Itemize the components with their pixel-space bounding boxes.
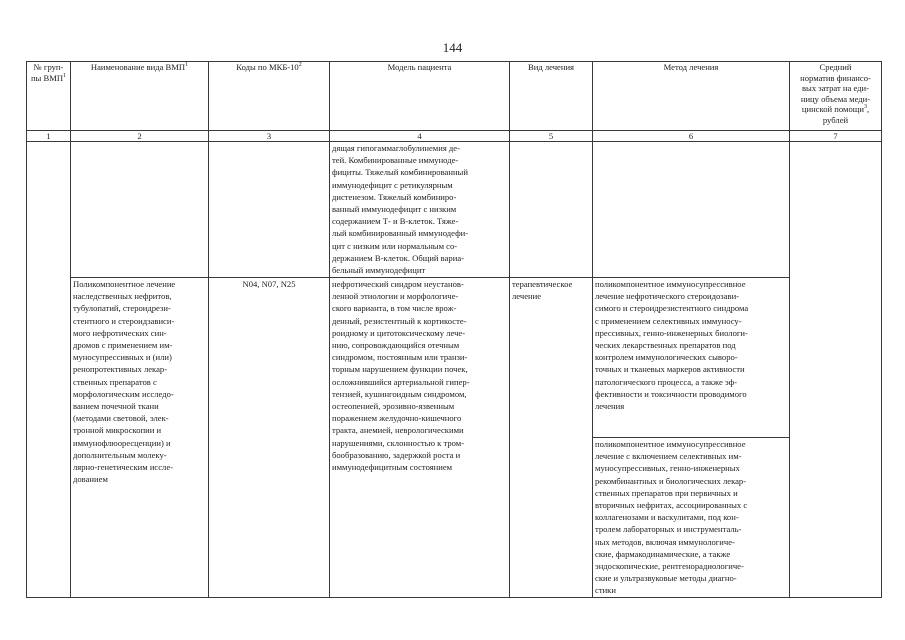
treatment-method-cell <box>593 142 790 278</box>
header-average-cost: Средний норматив финансо- вых затрат на еди- ницу объема меди- цинской помощи$^3$, рублей <box>790 62 882 131</box>
average-cost-cell <box>790 142 882 598</box>
patient-model-cell: дящая гипогаммаглобулинемия де- тей. Комбинированные иммуноде- фициты. Тяжелый комбинированный иммунодефицит с ретикулярным дистенезом. Тяжелый комбиниро- ванный иммунодефицит с низким содержанием Т- и В-клеток. Тяже- лый комбинированный иммунодефи- цит с низким или нормальным со- держанием В-клеток. Общий вариа- бельный иммунодефицит <box>330 142 510 278</box>
column-number: 7 <box>790 131 882 142</box>
icd-codes-cell: N04, N07, N25 <box>209 278 330 598</box>
header-treatment-type: Вид лечения <box>510 62 593 131</box>
column-number-row <box>27 131 882 142</box>
vmp-name-cell: Поликомпонентное лечение наследственных нефритов, тубулопатий, стероидрези- стентного и стероидзависи- мого нефротических син- дромов с применением им- муносупрессивных и (или) ренопротективных лекар- ственных препаратов с морфологическим исследо- ванием почечной ткани (методами световой, элек- тронной микроскопии и иммунофлюоресценции) и дополнительным молеку- лярно-генетическим иссле- дованием <box>71 278 209 598</box>
header-patient-model: Модель пациента <box>330 62 510 131</box>
treatment-type-cell: терапевтическое лечение <box>510 278 593 598</box>
column-number: 6 <box>593 131 790 142</box>
treatment-method-cell: поликомпонентное иммуносупрессивное лечение нефротического стероидозави- симого и стероидрезистентного синдрома с применением селективных иммуносу- прессивных, генно-инженерных биологи- ческих лекарственных препаратов под контролем иммунологических сыворо- точных и тканевых маркеров активности патологического процесса, а также эф- фективности и токсичности проводимого лечения <box>593 278 790 438</box>
table-header-row <box>27 62 882 131</box>
vmp-table <box>26 61 882 598</box>
page-number: 144 <box>442 40 463 55</box>
treatment-type-cell <box>510 142 593 278</box>
column-number: 5 <box>510 131 593 142</box>
header-vmp-name: Наименование вида ВМП$^1$ <box>71 62 209 131</box>
column-number: 4 <box>330 131 510 142</box>
table-row <box>27 142 882 278</box>
patient-model-cell: нефротический синдром неустанов- ленной этиологии и морфологиче- ского варианта, в том числе врож- денный, резистентный к кортикосте- роидному и цитотоксическому лече- нию, сопровождающийся отечным синдромом, постоянным или транзи- торным нарушением функции почек, осложнившийся артериальной гипер- тензией, кушингоидным синдромом, остеопенией, эрозивно-язвенным поражением желудочно-кишечного тракта, анемией, неврологическими нарушениями, склонностью к тром- бообразованию, задержкой роста и иммунодефицитным состоянием <box>330 278 510 598</box>
icd-codes-cell <box>209 142 330 278</box>
column-number: 1 <box>27 131 71 142</box>
header-group-number: № груп- пы ВМП$^1$ <box>27 62 71 131</box>
column-number: 3 <box>209 131 330 142</box>
header-icd-codes: Коды по МКБ-$10^2$ <box>209 62 330 131</box>
group-number-cell <box>27 142 71 598</box>
column-number: 2 <box>71 131 209 142</box>
header-treatment-method: Метод лечения <box>593 62 790 131</box>
table-row <box>27 278 882 438</box>
treatment-method-cell: поликомпонентное иммуносупрессивное лечение с включением селективных им- муносупрессивных, генно-инженерных рекомбинантных и биологических лекар- ственных препаратов при первичных и вторичных нефритах, ассоциированных с коллагенозами и васкулитами, под кон- тролем лабораторных и инструменталь- ных методов, включая иммунологиче- ские, фармакодинамические, а также эндоскопические, рентгенорадиологиче- ские и ультразвуковые методы диагно- стики <box>593 438 790 598</box>
vmp-name-cell <box>71 142 209 278</box>
